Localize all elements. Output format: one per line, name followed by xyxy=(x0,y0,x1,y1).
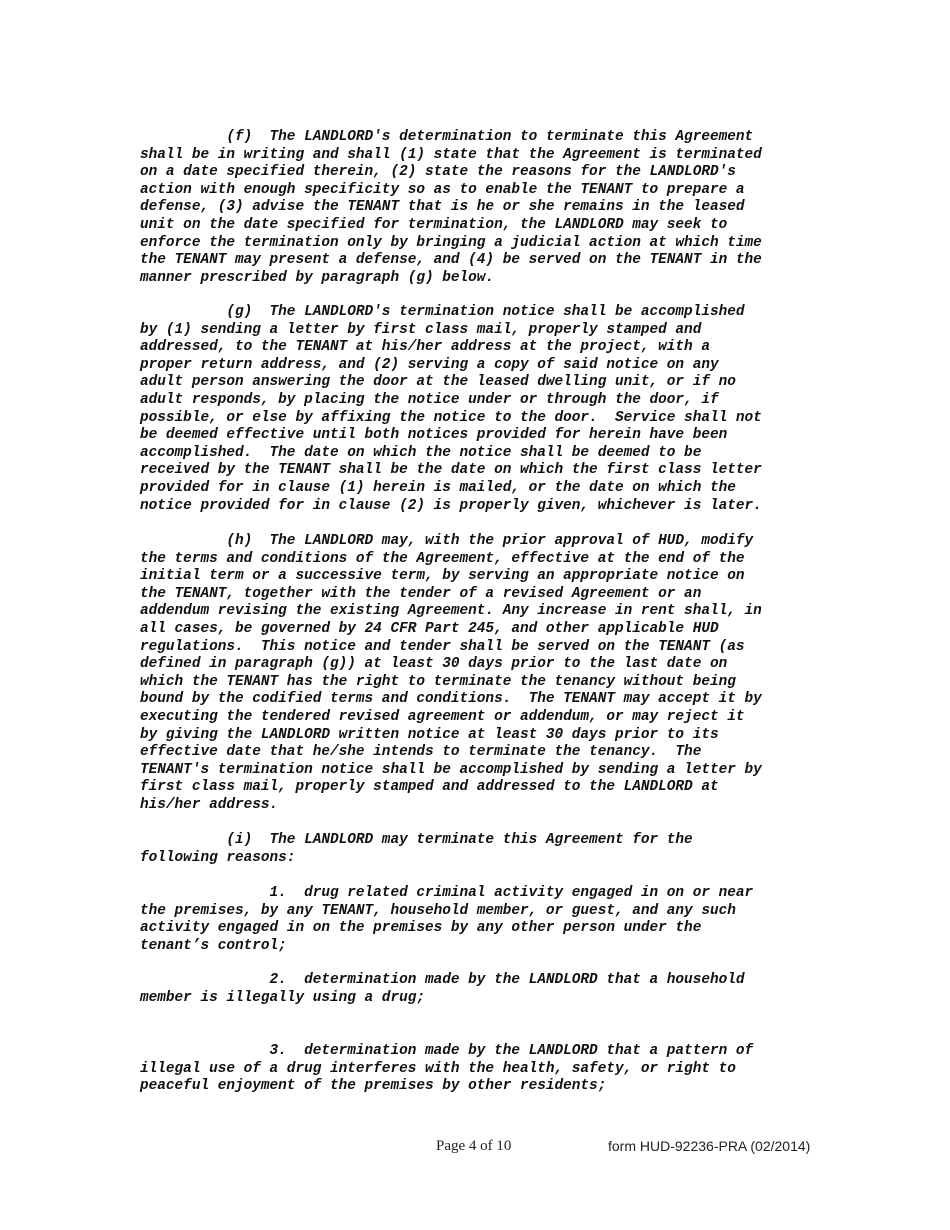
list-item-3: 3. determination made by the LANDLORD that a pattern of illegal use of a drug interferes with the health, safety, or right to peaceful enjoyment of the premises by other residents; xyxy=(140,1043,754,1095)
paragraph-g: (g) The LANDLORD's termination notice shall be accomplished by (1) sending a letter by first class mail, properly stamped and addressed, to the TENANT at his/her address at the project, with a proper return address, and (2) serving a copy of said notice on any adult person answering the door at the leased dwelling unit, or if no adult responds, by placing the notice under or through the door, if possible, or else by affixing the notice to the door. Service shall not be deemed effective until both notices provided for herein have been accomplished. The date on which the notice shall be deemed to be received by the TENANT shall be the date on which the first class letter provided for in clause (1) herein is mailed, or the date on which the notice provided for in clause (2) is properly given, whichever is later. xyxy=(140,304,762,514)
form-identifier: form HUD-92236-PRA (02/2014) xyxy=(608,1138,811,1154)
list-item-1: 1. drug related criminal activity engaged in on or near the premises, by any TENANT, household member, or guest, and any such activity engaged in on the premises by any other person under the tenant’s control; xyxy=(140,885,754,954)
paragraph-h: (h) The LANDLORD may, with the prior approval of HUD, modify the terms and conditions of the Agreement, effective at the end of the initial term or a successive term, by serving an appropriate notice on the TENANT, together with the tender of a revised Agreement or an addendum revising the existing Agreement. Any increase in rent shall, in all cases, be governed by 24 CFR Part 245, and other applicable HUD regulations. This notice and tender shall be served on the TENANT (as defined in paragraph (g)) at least 30 days prior to the last date on which the TENANT has the right to terminate the tenancy without being bound by the codified terms and conditions. The TENANT may accept it by executing the tendered revised agreement or addendum, or may reject it by giving the LANDLORD written notice at least 30 days prior to its effective date that he/she intends to terminate the tenancy. The TENANT's termination notice shall be accomplished by sending a letter by first class mail, properly stamped and addressed to the LANDLORD at his/her address. xyxy=(140,533,762,813)
list-item-2: 2. determination made by the LANDLORD that a household member is illegally using a drug; xyxy=(140,972,745,1006)
paragraph-f: (f) The LANDLORD's determination to terminate this Agreement shall be in writing and shall (1) state that the Agreement is terminated on a date specified therein, (2) state the reasons for the LANDLORD's action with enough specificity so as to enable the TENANT to prepare a defense, (3) advise the TENANT that is he or she remains in the leased unit on the date specified for termination, the LANDLORD may seek to enforce the termination only by bringing a judicial action at which time the TENANT may present a defense, and (4) be served on the TENANT in the manner prescribed by paragraph (g) below. xyxy=(140,129,762,286)
paragraph-i: (i) The LANDLORD may terminate this Agreement for the following reasons: xyxy=(140,832,693,866)
page-number: Page 4 of 10 xyxy=(436,1138,512,1154)
